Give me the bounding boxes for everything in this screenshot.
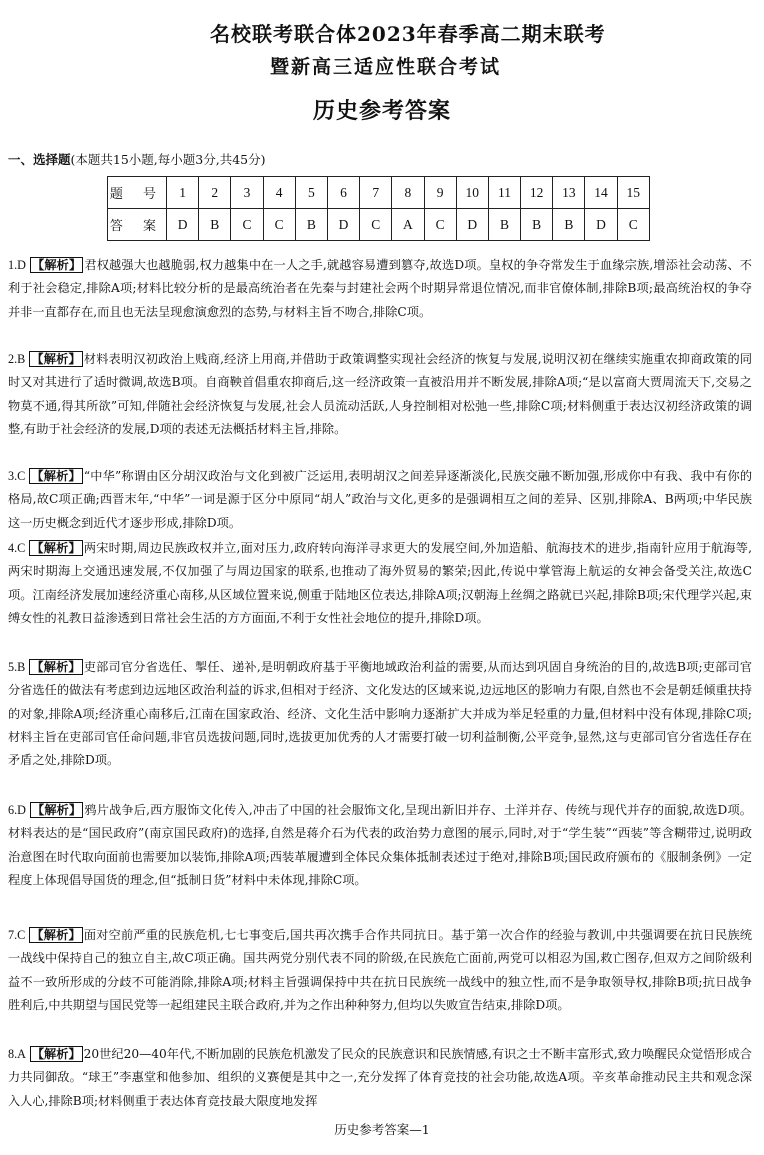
analysis-tag: 【解析】 xyxy=(31,803,82,817)
page-footer: 历史参考答案—1 xyxy=(334,1122,430,1137)
analysis-tag: 【解析】 xyxy=(31,541,81,555)
question-number: 7 xyxy=(360,177,392,209)
answer-row xyxy=(108,209,650,241)
analysis-tag: 【解析】 xyxy=(31,928,81,942)
question-number: 1 xyxy=(167,177,199,209)
explanation-item xyxy=(8,799,752,892)
answer-cell: B xyxy=(199,209,231,241)
question-number: 8 xyxy=(392,177,424,209)
item-number: 3.C xyxy=(8,469,26,483)
explanation-item xyxy=(8,924,752,1017)
item-number: 6.D xyxy=(8,803,26,817)
question-number: 14 xyxy=(585,177,617,209)
answer-cell: D xyxy=(167,209,199,241)
row-label-number: 题 号 xyxy=(108,177,167,209)
question-number: 4 xyxy=(263,177,295,209)
exam-subtitle: 暨新高三适应性联合考试 xyxy=(270,56,502,78)
answer-cell: B xyxy=(553,209,585,241)
explanation-item xyxy=(8,465,752,535)
item-text: 两宋时期,周边民族政权并立,面对压力,政府转向海洋寻求更大的发展空间,外加造船、航海技术的进步,指南针应用于航海等,两宋时期海上交通迅速发展,不仅加强了与周边国家的联系,也推动了海外贸易的繁荣;因此,传说中掌管海上航运的女神会备受关注,故选C项。江南经济发展加速经济重心南移,从区域位置来说,侧重于陆地区位表达,排除A项;汉朝海上丝绸之路就已兴起,排除B项;宋代理学兴起,束缚女性的礼教日益渗透到日常社会生活的方方面面,不利于女性社会地位的提升,排除D项。 xyxy=(8,541,753,625)
item-text: 鸦片战争后,西方服饰文化传入,冲击了中国的社会服饰文化,呈现出新旧并存、土洋并存、传统与现代并存的面貌,故选D项。材料表达的是“国民政府”(南京国民政府)的选择,自然是蒋介石为代表的政治势力意图的展示,同时,对于“学生装”“西装”等含糊带过,说明政治意图在时代取向面前也需要加以装饰,排除A项;西装革履遭到全体民众集体抵制表述过于绝对,排除B项;国民政府颁布的《服制条例》一定程度上体现倡导国货的理念,但“抵制日货”材料中未体现,排除C项。 xyxy=(8,803,752,887)
question-number: 12 xyxy=(521,177,553,209)
answer-cell: C xyxy=(231,209,263,241)
question-number: 3 xyxy=(231,177,263,209)
answer-cell: C xyxy=(360,209,392,241)
answer-cell: D xyxy=(327,209,359,241)
answer-cell: C xyxy=(263,209,295,241)
item-text: 面对空前严重的民族危机,七七事变后,国共再次携手合作共同抗日。基于第一次合作的经验与教训,中共强调要在抗日民族统一战线中保持自己的独立自主,故C项正确。国共两党分别代表不同的阶级,在民族危亡面前,两党可以相忍为国,救亡图存,但双方之间阶级利益不一致所形成的分歧不可能消除,排除A项;材料主旨强调保持中共在抗日民族统一战线中的独立性,而不是争取领导权,排除B项;抗日战争胜利后,中共期望与国民党等一起组建民主联合政府,并为之作出种种努力,但均以失败宣告结束,排除D项。 xyxy=(8,928,753,1012)
answer-cell: C xyxy=(617,209,649,241)
item-number: 1.D xyxy=(8,258,26,272)
analysis-tag: 【解析】 xyxy=(31,469,81,483)
question-number: 9 xyxy=(424,177,456,209)
item-number: 2.B xyxy=(8,352,26,366)
answer-cell: C xyxy=(424,209,456,241)
item-number: 7.C xyxy=(8,928,26,942)
item-text: 20世纪20—40年代,不断加剧的民族危机激发了民众的民族意识和民族情感,有识之士不断丰富形式,致力唤醒民众觉悟形成合力共同御敌。“球王”李惠堂和他参加、组织的义赛便是其中之一,充分发挥了体育竞技的社会功能,故选A项。辛亥革命推动民主共和观念深入人心,排除B项;材料侧重于表达体育竞技最大限度地发挥 xyxy=(8,1047,752,1108)
answer-cell: B xyxy=(295,209,327,241)
explanation-item xyxy=(8,348,752,441)
explanation-item xyxy=(8,537,752,630)
exam-title: 名校联考联合体2023年春季高二期末联考 xyxy=(210,22,606,46)
explanation-item xyxy=(8,656,752,772)
item-number: 8.A xyxy=(8,1047,26,1061)
item-number: 5.B xyxy=(8,660,26,674)
explanation-item xyxy=(8,1043,752,1113)
item-text: 君权越强大也越脆弱,权力越集中在一人之手,就越容易遭到篡夺,故选D项。皇权的争夺常发生于血缘宗族,增添社会动荡、不利于社会稳定,排除A项;材料比较分析的是最高统治者在先秦与封建社会两个时期异常退位情况,而非官僚体制,排除B项;最高统治权的争夺并非一直都存在,而且也无法呈现愈演愈烈的态势,与材料主旨不吻合,排除C项。 xyxy=(8,258,752,319)
analysis-tag: 【解析】 xyxy=(31,1047,81,1061)
question-number: 5 xyxy=(295,177,327,209)
analysis-tag: 【解析】 xyxy=(31,660,81,674)
item-text: 材料表明汉初政治上贱商,经济上用商,并借助于政策调整实现社会经济的恢复与发展,说明汉初在继续实施重农抑商政策的同时又对其进行了适时微调,故选B项。自商鞅首倡重农抑商后,这一经济政策一直被沿用并不断发展,排除A项;“是以富商大贾周流天下,交易之物莫不通,得其所欲”可知,伴随社会经济恢复与发展,社会人员流动活跃,人身控制相对松弛一些,排除C项;材料侧重于表达汉初经济政策的调整,有助于社会经济的发展,D项的表述无法概括材料主旨,排除。 xyxy=(8,352,753,436)
question-number: 2 xyxy=(199,177,231,209)
analysis-tag: 【解析】 xyxy=(31,258,82,272)
question-number: 10 xyxy=(456,177,488,209)
item-number: 4.C xyxy=(8,541,26,555)
item-text: 吏部司官分省选任、掣任、递补,是明朝政府基于平衡地域政治利益的需要,从而达到巩固自身统治的目的,故选B项;吏部司官分省选任的做法有考虑到边远地区政治利益的诉求,但相对于经济、文化发达的区域来说,边远地区的影响力有限,自然也不会是朝廷倾重扶持的对象,排除A项;经济重心南移后,江南在国家政治、经济、文化生活中影响力逐渐扩大并成为举足轻重的力量,但材料中没有体现,排除C项;材料主旨在吏部司官任命问题,非官员选拔问题,同时,选拔更加优秀的人才需要打破一切利益制衡,公平竞争,显然,这与吏部司官分省选任存在矛盾之处,排除D项。 xyxy=(8,660,753,768)
question-number: 11 xyxy=(488,177,520,209)
question-number-row xyxy=(108,177,650,209)
question-number: 13 xyxy=(553,177,585,209)
explanation-item xyxy=(8,254,752,324)
section-note: (本题共15小题,每小题3分,共45分) xyxy=(70,152,266,167)
question-number: 6 xyxy=(327,177,359,209)
answer-cell: D xyxy=(585,209,617,241)
item-text: “中华”称谓由区分胡汉政治与文化到被广泛运用,表明胡汉之间差异逐渐淡化,民族交融不断加强,形成你中有我、我中有你的格局,故C项正确;西晋末年,“中华”一词是源于区分中原同“胡人”政治与文化,更多的是强调相互之间的差异、区别,排除A、B两项;中华民族这一历史概念到近代才逐步形成,排除D项。 xyxy=(8,469,753,530)
answer-table xyxy=(107,176,650,241)
subject-title: 历史参考答案 xyxy=(312,98,451,124)
answer-cell: D xyxy=(456,209,488,241)
answer-cell: B xyxy=(521,209,553,241)
row-label-answer: 答 案 xyxy=(108,209,167,241)
answer-cell: B xyxy=(488,209,520,241)
answer-cell: A xyxy=(392,209,424,241)
question-number: 15 xyxy=(617,177,649,209)
analysis-tag: 【解析】 xyxy=(31,352,81,366)
section-title: 一、选择题 xyxy=(8,152,71,167)
section-heading xyxy=(8,150,265,168)
